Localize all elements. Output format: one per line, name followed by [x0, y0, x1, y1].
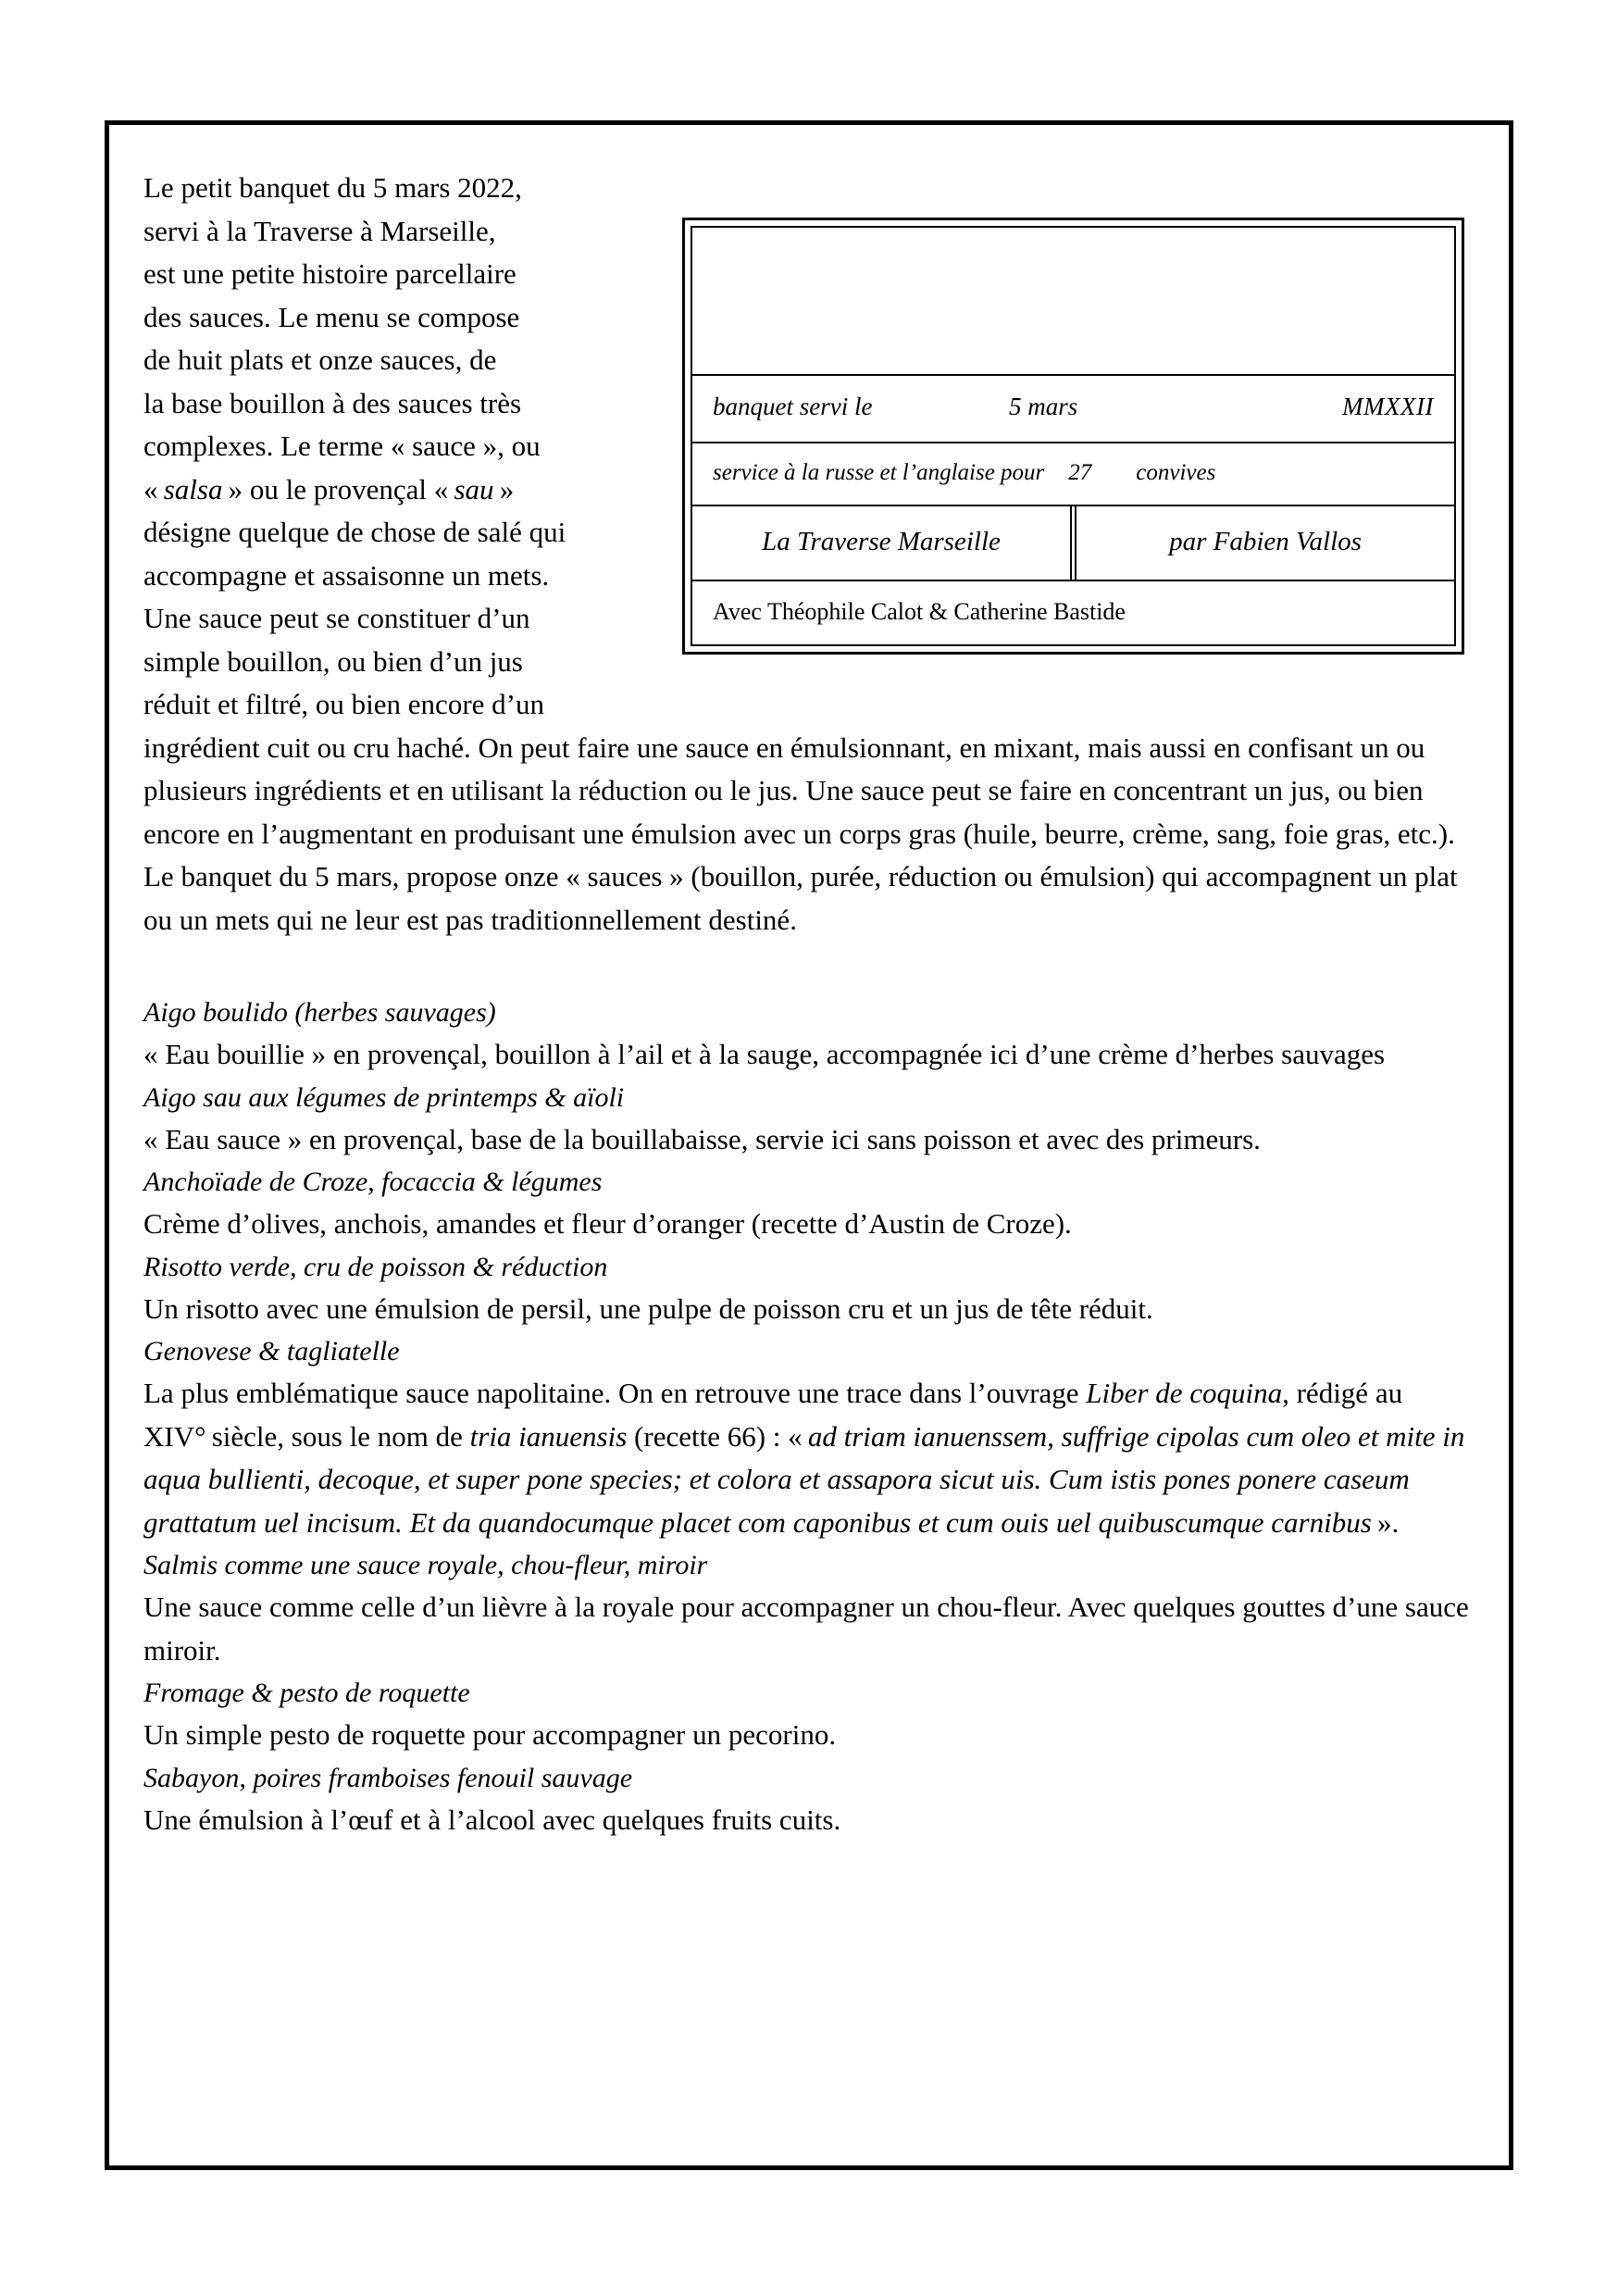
dish-description: Un simple pesto de roquette pour accompagner un pecorino. — [143, 1718, 837, 1751]
banquet-info-card-frame — [691, 226, 1456, 646]
card-row-venue-author — [692, 506, 1454, 581]
card-blank-row — [692, 228, 1454, 376]
intro-line-10: accompagne et assaisonne un mets. — [143, 558, 550, 592]
card-row-credits — [692, 581, 1454, 644]
intro-line-3: est une petite histoire parcellaire — [143, 257, 517, 290]
dish-description: « Eau sauce » en provençal, base de la bouillabaisse, servie ici sans poisson et avec des primeurs. — [143, 1122, 1261, 1155]
intro-line-8: « salsa » ou le provençal « sau » — [143, 472, 515, 505]
document-page — [105, 120, 1513, 2170]
banquet-info-card — [682, 218, 1464, 655]
menu-item — [143, 1757, 1476, 1842]
intro-line-4: des sauces. Le menu se compose — [143, 300, 520, 333]
card-author: par Fabien Vallos — [1075, 506, 1454, 580]
page-content — [143, 167, 1476, 1841]
intro-line-2: servi à la Traverse à Marseille, — [143, 214, 496, 247]
card-service-label: service à la russe et l’anglaise pour — [713, 460, 1045, 485]
intro-paragraph-full: ingrédient cuit ou cru haché. On peut faire une sauce en émulsionnant, en mixant, mais aussi en confisant un ou plusieurs ingrédients et en utilisant la réduction ou le jus. Une sauce peut se faire en concentrant un jus, ou bien encore en l’augmentant en produisant une émulsion avec un corps gras (huile, beurre, crème, sang, foie gras, etc.). Le banquet du 5 mars, propose onze « sauces » (bouillon, purée, réduction ou émulsion) qui accompagnent un plat ou un mets qui ne leur est pas traditionnellement destiné. — [143, 730, 1458, 936]
dish-title: Aigo sau aux légumes de printemps & aïoli — [143, 1081, 625, 1113]
intro-line-11: Une sauce peut se constituer d’un — [143, 602, 530, 634]
menu-item — [143, 1330, 1476, 1544]
dish-title: Fromage & pesto de roquette — [143, 1678, 470, 1708]
dish-title: Sabayon, poires framboises fenouil sauvage — [143, 1762, 633, 1793]
intro-line-9: désigne quelque de chose de salé qui — [143, 516, 566, 548]
menu-item — [143, 1161, 1476, 1246]
dish-title: Salmis comme une sauce royale, chou-fleur, miroir — [143, 1550, 708, 1580]
menu-item — [143, 1544, 1476, 1672]
intro-line-5: de huit plats et onze sauces, de — [143, 343, 497, 376]
dish-title: Genovese & tagliatelle — [143, 1336, 400, 1366]
menu-item — [143, 1246, 1476, 1331]
card-guests-label: convives — [1136, 460, 1216, 485]
menu-item — [143, 1672, 1476, 1757]
menu-item — [143, 1077, 1476, 1162]
intro-and-card — [143, 167, 1476, 942]
menu-list — [143, 992, 1476, 1841]
dish-title: Anchoïade de Croze, focaccia & légumes — [143, 1167, 603, 1197]
dish-description: La plus emblématique sauce napolitaine. On en retrouve une trace dans l’ouvrage Liber de coquina, rédigé au XIV° siècle, sous le nom de tria ianuensis (recette 66) : « ad triam ianuenssem, suffrige cipolas cum oleo et mite in aqua bullienti, decoque, et super pone species; et colora et assapora sicut uis. Cum istis pones ponere caseum grattatum uel incisum. Et da quandocumque placet com caponibus et cum ouis uel quibuscumque carnibus ». — [143, 1377, 1465, 1539]
card-row-date — [692, 376, 1454, 443]
dish-description: Une sauce comme celle d’un lièvre à la royale pour accompagner un chou-fleur. Avec quelques gouttes d’une sauce miroir. — [143, 1591, 1469, 1666]
card-credits: Avec Théophile Calot & Catherine Bastide — [713, 598, 1126, 625]
card-row-service — [692, 443, 1454, 506]
card-year-roman: MMXXII — [1342, 393, 1434, 420]
dish-description: « Eau bouillie » en provençal, bouillon à l’ail et à la sauge, accompagnée ici d’une crème d’herbes sauvages — [143, 1038, 1386, 1070]
intro-line-7: complexes. Le terme « sauce », ou — [143, 430, 541, 462]
dish-title: Aigo boulido (herbes sauvages) — [143, 997, 496, 1028]
intro-line-1: Le petit banquet du 5 mars 2022, — [143, 171, 522, 204]
dish-description: Crème d’olives, anchois, amandes et fleur d’oranger (recette d’Austin de Croze). — [143, 1207, 1072, 1240]
dish-description: Un risotto avec une émulsion de persil, une pulpe de poisson cru et un jus de tête réduit. — [143, 1292, 1153, 1325]
menu-item — [143, 992, 1476, 1077]
dish-description: Une émulsion à l’œuf et à l’alcool avec quelques fruits cuits. — [143, 1803, 841, 1836]
intro-line-13: réduit et filtré, ou bien encore d’un — [143, 688, 544, 720]
dish-title: Risotto verde, cru de poisson & réduction — [143, 1251, 608, 1282]
card-served-date: 5 mars — [1009, 393, 1078, 420]
card-served-label: banquet servi le — [713, 393, 873, 420]
intro-line-12: simple bouillon, ou bien d’un jus — [143, 644, 523, 678]
card-venue: La Traverse Marseille — [692, 506, 1072, 580]
card-guest-count: 27 — [1068, 460, 1092, 485]
intro-line-6: la base bouillon à des sauces très — [143, 386, 522, 419]
